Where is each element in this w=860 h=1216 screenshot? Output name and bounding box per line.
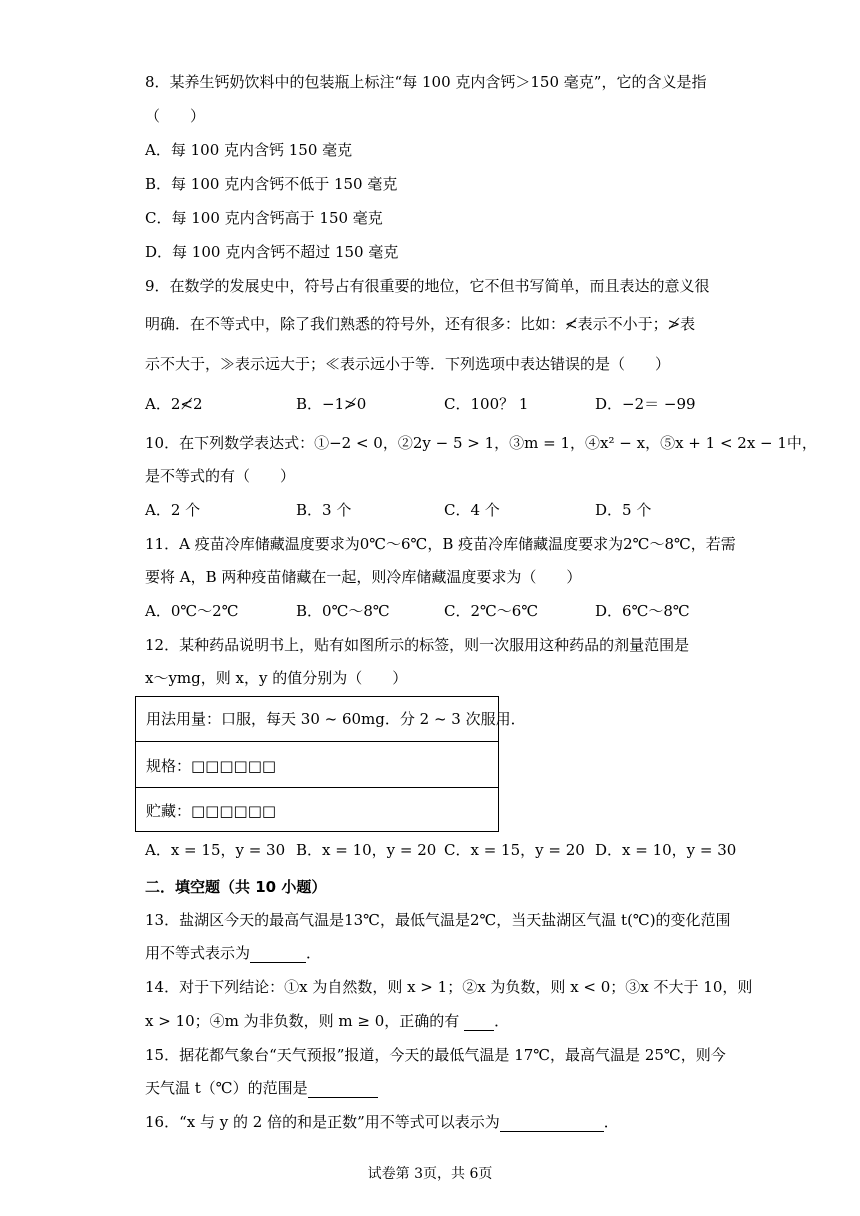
q16-text: 16．“x 与 y 的 2 倍的和是正数”用不等式可以表示为 [145, 1113, 500, 1131]
medicine-label-table [135, 696, 526, 832]
q9-option-b: B．−1≯0 [296, 395, 367, 413]
q14-answer-blank[interactable] [464, 1014, 494, 1031]
q8-option-b: B．每 100 克内含钙不低于 150 毫克 [145, 175, 398, 193]
q8-option-d: D．每 100 克内含钙不超过 150 毫克 [145, 243, 399, 261]
q14-line2-text: x > 10；④m 为非负数，则 m ≥ 0，正确的有 [145, 1012, 465, 1030]
q13-line1: 13．盐湖区今天的最高气温是13℃，最低气温是2℃，当天盐湖区气温 t(℃)的变化范围 [145, 911, 731, 929]
q9-line2: 明确．在不等式中，除了我们熟悉的符号外，还有很多：比如：≮表示不小于；≯表 [145, 315, 696, 333]
q15-line1: 15．据花都气象台“天气预报”报道，今天的最低气温是 17℃，最高气温是 25℃，则今 [145, 1046, 726, 1064]
q13-answer-blank[interactable] [250, 946, 306, 963]
q10-option-b: B．3 个 [296, 501, 352, 519]
q15-answer-blank[interactable] [308, 1081, 378, 1098]
label-usage-row: 用法用量：口服，每天 30 ~ 60mg．分 2 ~ 3 次服用． [146, 710, 526, 728]
q9-option-d: D．−2＝ −99 [595, 395, 696, 413]
q11-option-c: C．2℃～6℃ [444, 602, 539, 620]
q12-option-b: B．x = 10，y = 20 [296, 841, 437, 859]
section-title-fill-blank: 二．填空题（共 10 小题） [145, 878, 327, 896]
q8-stem-line1: 8．某养生钙奶饮料中的包装瓶上标注“每 100 克内含钙＞150 毫克”，它的含义是指 [145, 73, 707, 91]
q11-line2: 要将 A，B 两种疫苗储藏在一起，则冷库储藏温度要求为（ ） [145, 568, 582, 586]
q10-option-d: D．5 个 [595, 501, 652, 519]
q14-line2 [145, 1011, 509, 1031]
q14-line1: 14．对于下列结论：①x 为自然数，则 x > 1；②x 为负数，则 x < 0；③x 不大于 10，则 [145, 978, 753, 996]
page-footer: 试卷第 3页，共 6页 [367, 1166, 493, 1182]
q11-option-d: D．6℃～8℃ [595, 602, 690, 620]
q16-answer-blank[interactable] [500, 1115, 604, 1132]
q12-option-c: C．x = 15，y = 20 [444, 841, 585, 859]
q9-line1: 9．在数学的发展史中，符号占有很重要的地位，它不但书写简单，而且表达的意义很 [145, 277, 710, 295]
q13-line2-suffix: ． [306, 944, 322, 962]
label-divider [136, 787, 498, 788]
q16-line [145, 1112, 619, 1132]
q8-option-a: A．每 100 克内含钙 150 毫克 [145, 141, 353, 159]
q9-line3: 示不大于，≫表示远大于；≪表示远小于等．下列选项中表达错误的是（ ） [145, 355, 671, 373]
q12-option-a: A．x = 15，y = 30 [145, 841, 286, 859]
q10-line1: 10．在下列数学表达式：①−2 < 0，②2y − 5 > 1，③m = 1，④x² − x，⑤x + 1 < 2x − 1中， [145, 434, 817, 452]
q14-line2-suffix: ． [494, 1012, 510, 1030]
q11-line1: 11．A 疫苗冷库储藏温度要求为0℃～6℃，B 疫苗冷库储藏温度要求为2℃～8℃，若需 [145, 535, 736, 553]
q12-line1: 12．某种药品说明书上，贴有如图所示的标签，则一次服用这种药品的剂量范围是 [145, 636, 690, 654]
label-spec-row: 规格：□□□□□□ [146, 757, 277, 775]
q8-stem-line2: （ ） [145, 107, 206, 125]
q12-option-d: D．x = 10，y = 30 [595, 841, 737, 859]
q15-line2-text: 天气温 t（℃）的范围是 [145, 1079, 308, 1097]
q12-line2: x～ymg，则 x，y 的值分别为（ ） [145, 669, 408, 687]
q11-option-b: B．0℃～8℃ [296, 602, 390, 620]
label-storage-row: 贮藏：□□□□□□ [146, 802, 277, 820]
q11-option-a: A．0℃～2℃ [145, 602, 239, 620]
q13-line2-text: 用不等式表示为 [145, 944, 251, 962]
q16-suffix: ． [603, 1113, 619, 1131]
q9-option-a: A．2≮2 [145, 395, 203, 413]
q10-line2: 是不等式的有（ ） [145, 467, 296, 485]
q15-line2 [145, 1078, 378, 1098]
q10-option-c: C．4 个 [444, 501, 500, 519]
label-divider [136, 741, 498, 742]
q8-option-c: C．每 100 克内含钙高于 150 毫克 [145, 209, 383, 227]
q9-option-c: C．100？ 1 [444, 395, 529, 413]
q10-option-a: A．2 个 [145, 501, 201, 519]
q13-line2 [145, 943, 321, 963]
